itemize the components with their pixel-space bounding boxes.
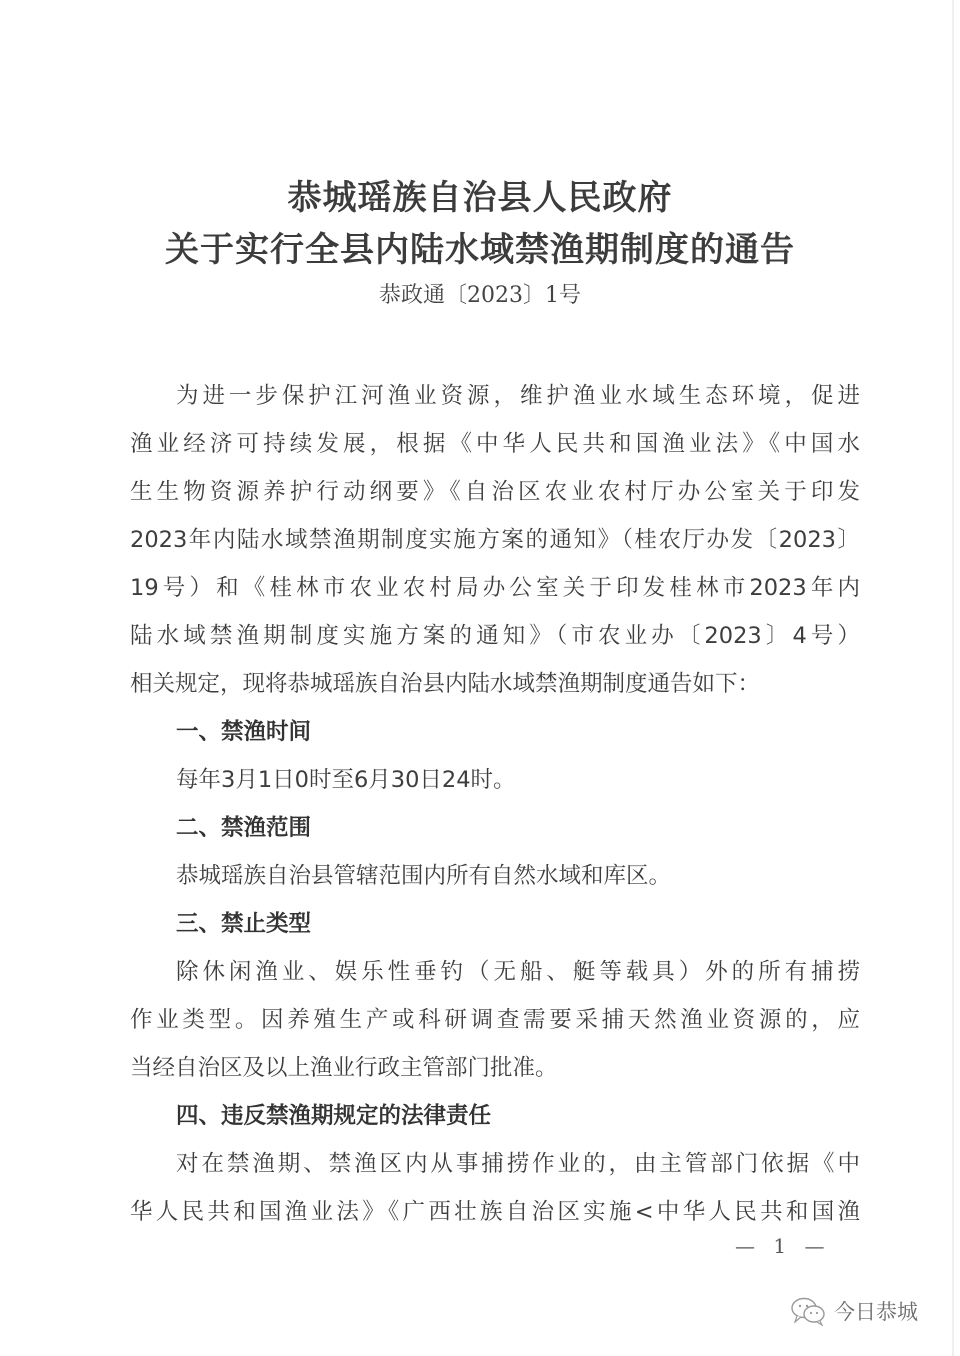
body-line: 华人民共和国渔业法》《广西壮族自治区实施<中华人民共和国渔 [130,1199,860,1225]
section-heading: 四、违反禁渔期规定的法律责任 [176,1103,492,1129]
body-line: 对在禁渔期、禁渔区内从事捕捞作业的，由主管部门依据《中 [176,1151,860,1177]
body-line: 渔业经济可持续发展，根据《中华人民共和国渔业法》《中国水 [130,431,860,457]
body-line: 生生物资源养护行动纲要》《自治区农业农村厅办公室关于印发 [130,479,860,505]
body-line: 当经自治区及以上渔业行政主管部门批准。 [130,1055,558,1081]
body-line: 除休闲渔业、娱乐性垂钓（无船、艇等载具）外的所有捕捞 [176,959,860,985]
page-number: — 1 — [735,1234,831,1258]
body-line: 每年3月1日0时至6月30日24时。 [176,767,516,793]
section-heading: 二、禁渔范围 [176,815,312,841]
body-line: 作业类型。因养殖生产或科研调查需要采捕天然渔业资源的，应 [130,1007,860,1033]
body-line: 相关规定，现将恭城瑶族自治县内陆水域禁渔期制度通告如下： [130,671,761,697]
document-body [130,372,860,1236]
document-title-line1: 恭城瑶族自治县人民政府 [287,178,673,218]
body-line: 陆水域禁渔期制度实施方案的通知》（市农业办〔2023〕4号） [130,623,860,649]
document-title-line2: 关于实行全县内陆水域禁渔期制度的通告 [165,230,795,270]
body-line: 19号）和《桂林市农业农村局办公室关于印发桂林市2023年内 [130,575,860,601]
body-line: 恭城瑶族自治县管辖范围内所有自然水域和库区。 [176,863,672,889]
section-heading: 一、禁渔时间 [176,719,312,745]
document-number: 恭政通〔2023〕1号 [379,283,581,308]
wechat-account-name: 今日恭城 [834,1300,918,1324]
body-line: 2023年内陆水域禁渔期制度实施方案的通知》（桂农厅办发〔2023〕 [130,527,860,553]
section-heading: 三、禁止类型 [176,911,312,937]
wechat-account-watermark [790,1296,918,1326]
wechat-icon [790,1296,828,1326]
body-line: 为进一步保护江河渔业资源，维护渔业水域生态环境，促进 [176,383,860,409]
